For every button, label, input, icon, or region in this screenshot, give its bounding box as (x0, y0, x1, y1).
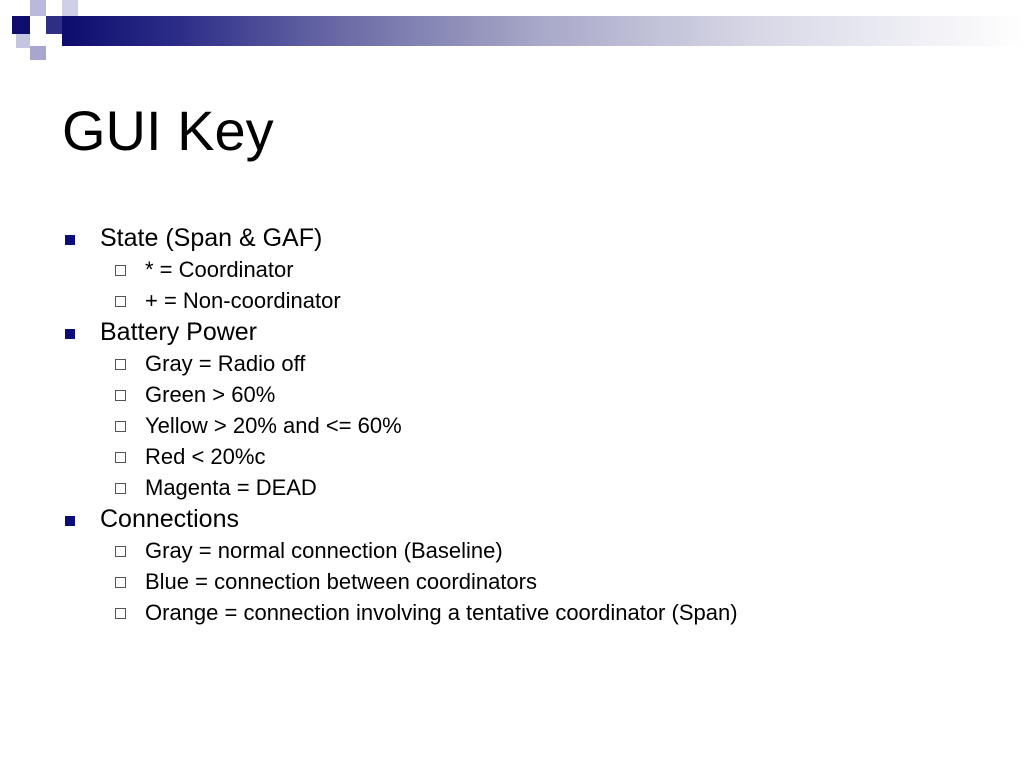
sub-item-label: * = Coordinator (145, 257, 294, 282)
hollow-square-bullet-icon (115, 296, 126, 307)
section-label: Connections (100, 505, 239, 533)
decor-square (30, 46, 46, 60)
list-item (62, 285, 962, 316)
list-item (62, 597, 962, 628)
decor-square (16, 34, 30, 48)
square-bullet-icon (65, 235, 75, 245)
list-item (62, 566, 962, 597)
sub-item-label: Gray = normal connection (Baseline) (145, 538, 503, 563)
square-bullet-icon (65, 329, 75, 339)
section-label: State (Span & GAF) (100, 224, 323, 252)
hollow-square-bullet-icon (115, 608, 126, 619)
list-item (62, 254, 962, 285)
list-item (62, 535, 962, 566)
list-item (62, 441, 962, 472)
header-gradient-bar (62, 16, 1024, 46)
decor-square (12, 16, 30, 34)
decor-square (62, 0, 78, 16)
hollow-square-bullet-icon (115, 265, 126, 276)
bullet-list (62, 222, 962, 628)
sub-item-label: + = Non-coordinator (145, 288, 341, 313)
hollow-square-bullet-icon (115, 577, 126, 588)
list-item (62, 472, 962, 503)
sub-item-label: Green > 60% (145, 382, 276, 407)
decor-square (46, 16, 62, 34)
hollow-square-bullet-icon (115, 390, 126, 401)
square-bullet-icon (65, 516, 75, 526)
hollow-square-bullet-icon (115, 452, 126, 463)
sub-item-label: Gray = Radio off (145, 351, 306, 376)
sub-item-label: Yellow > 20% and <= 60% (145, 413, 402, 438)
decor-square (30, 0, 46, 16)
list-item (62, 222, 962, 254)
list-item (62, 503, 962, 535)
header-decoration (0, 0, 1024, 60)
hollow-square-bullet-icon (115, 359, 126, 370)
sub-item-label: Red < 20%c (145, 444, 266, 469)
list-item (62, 316, 962, 348)
sub-item-label: Orange = connection involving a tentative coordinator (Span) (145, 600, 738, 625)
section-label: Battery Power (100, 318, 258, 346)
list-item (62, 379, 962, 410)
hollow-square-bullet-icon (115, 483, 126, 494)
sub-item-label: Magenta = DEAD (145, 475, 317, 500)
sub-item-label: Blue = connection between coordinators (145, 569, 537, 594)
list-item (62, 348, 962, 379)
list-item (62, 410, 962, 441)
decor-square (30, 16, 46, 46)
hollow-square-bullet-icon (115, 546, 126, 557)
hollow-square-bullet-icon (115, 421, 126, 432)
slide-title: GUI Key (62, 99, 274, 162)
